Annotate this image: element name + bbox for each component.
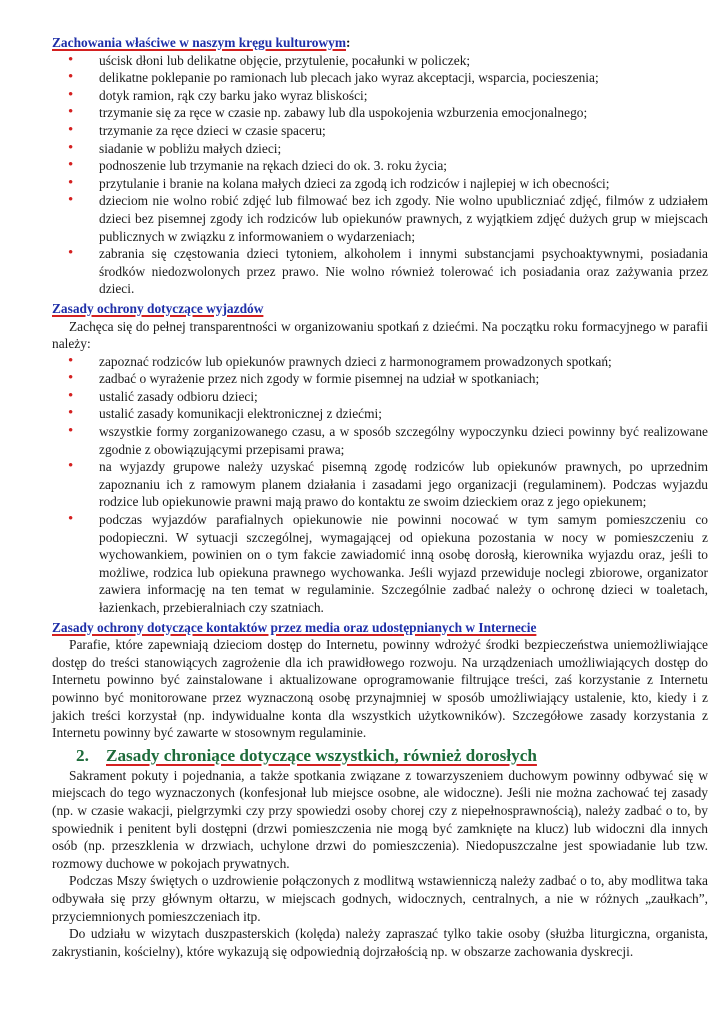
- list-item: • zadbać o wyrażenie przez nich zgody w formie pisemnej na udział w spotkaniach;: [99, 370, 708, 388]
- list-item: • zapoznać rodziców lub opiekunów prawnych dzieci z harmonogramem prowadzonych spotkań;: [99, 353, 708, 371]
- list-item: • wszystkie formy zorganizowanego czasu, a w sposób szczególny wypoczynku dzieci powinny być realizowane zgodnie z obowiązującymi przepisami prawa;: [99, 423, 708, 458]
- list-item: • zabrania się częstowania dzieci tytoniem, alkoholem i innymi substancjami psychoaktywnymi, posiadania środków niedozwolonych przez prawo. Nie wolno również tolerować ich posiadania oraz zażywania przez dzieci.: [99, 245, 708, 298]
- list-item: • trzymanie się za ręce w czasie np. zabawy lub dla uspokojenia wzburzenia emocjonalnego;: [99, 104, 708, 122]
- section-heading-cultural-behaviours: [52, 34, 708, 52]
- list-item: • podnoszenie lub trzymanie na rękach dzieci do ok. 3. roku życia;: [99, 157, 708, 175]
- main-heading-title: Zasady chroniące dotyczące wszystkich, również dorosłych: [106, 745, 537, 765]
- subheading: Zachowania właściwe w naszym kręgu kulturowym: [52, 35, 346, 50]
- list-item: • na wyjazdy grupowe należy uzyskać pisemną zgodę rodziców lub opiekunów prawnych, po uprzednim zapoznaniu ich z ramowym planem działania i zasadami jego organizacji (regulaminem). Podczas wyjazdu rodzice lub opiekunowie prawni mają prawo do kontaktu ze swoim dzieckiem oraz z jego opiekunem;: [99, 458, 708, 511]
- list-item: • przytulanie i branie na kolana małych dzieci za zgodą ich rodziców i najlepiej w ich obecności;: [99, 175, 708, 193]
- list-item: • dzieciom nie wolno robić zdjęć lub filmować bez ich zgody. Nie wolno upubliczniać zdjęć, filmów z udziałem dzieci bez pisemnej zgody ich rodziców lub opiekunów prawnych, z wyjątkiem zdjęć dużych grup w miejscach publicznych w związku z informowaniem o wydarzeniach;: [99, 192, 708, 245]
- document-page: [52, 34, 708, 960]
- section-number: 2.: [76, 745, 89, 765]
- paragraph-pastoral-visits: Do udziału w wizytach duszpasterskich (kolęda) należy zapraszać tylko takie osoby (służba liturgiczna, organista, zakrystianin, kościelny), które wykazują się odpowiednią dojrzałością np. w obszarze zachowania dyskrecji.: [52, 926, 708, 959]
- list-item: • dotyk ramion, rąk czy barku jako wyraz bliskości;: [99, 87, 708, 105]
- list-item: • trzymanie za ręce dzieci w czasie spaceru;: [99, 122, 708, 140]
- trips-list: [52, 353, 708, 617]
- internet-paragraph: Parafie, które zapewniają dzieciom dostęp do Internetu, powinny wdrożyć środki bezpieczeństwa uniemożliwiające dostęp do treści stanowiących zagrożenie dla ich prawidłowego rozwoju. Na urządzeniach umożliwiających dostęp do Internetu powinno być zainstalowane i aktualizowane oprogramowanie filtrujące treści, zaś korzystanie z Internetu powinno być monitorowane przez wyznaczoną osobę przynajmniej w sposób umożliwiający ustalenie, kto, kiedy i z jakich treści korzystał (np. indywidualne konta dla wszystkich użytkowników). Szczegółowe zasady korzystania z Internetu powinny być zawarte w stosownym regulaminie.: [52, 637, 708, 741]
- list-item: • ustalić zasady odbioru dzieci;: [99, 388, 708, 406]
- list-item: • delikatne poklepanie po ramionach lub plecach jako wyraz akceptacji, wsparcia, pocieszenia;: [99, 69, 708, 87]
- cultural-behaviours-list: [52, 52, 708, 298]
- list-item: • podczas wyjazdów parafialnych opiekunowie nie powinni nocować w tym samym pomieszczeniu co podopieczni. W sytuacji szczególnej, wymagającej od opiekuna pozostania w nocy w pomieszczeniu z wychowankiem, powinien on o tym fakcie zawiadomić inną osobę dorosłą, kierownika wyjazdu oraz, jeśli to możliwe, rodzica lub opiekuna prawnego wychowanka. Jeśli wyjazd przewiduje noclegi zbiorowe, organizator zawiera informację na ten temat w regulaminie. Szczególnie zadbać należy o ochronę dzieci w toaletach, łazienkach, przebieralniach czy szatniach.: [99, 511, 708, 617]
- main-heading-section-2: [52, 745, 708, 767]
- paragraph-confession: Sakrament pokuty i pojednania, a także spotkania związane z towarzyszeniem duchowym powinny odbywać się w miejscach do tego wyznaczonych (konfesjonał lub miejsce osobne, ale widoczne). Jeśli nie można zachować tej zasady (np. w czasie wakacji, pielgrzymki czy przy spowiedzi osoby chorej czy z niepełnosprawnością), należy zadbać o to, by spowiednik i penitent byli dostępni (drzwi pomieszczenia nie mogą być zamknięte na klucz) lub widoczni dla innych osób (np. przeszklenia w drzwiach, uchylone drzwi do pomieszczenia). Niedopuszczalne jest spowiadanie lub tzw. rozmowy duchowe w pokojach prywatnych.: [52, 767, 708, 871]
- list-item: • ustalić zasady komunikacji elektronicznej z dziećmi;: [99, 405, 708, 423]
- subheading: Zasady ochrony dotyczące kontaktów przez media oraz udostępnianych w Internecie: [52, 619, 537, 635]
- list-item: • siadanie w pobliżu małych dzieci;: [99, 140, 708, 158]
- heading-colon: :: [346, 35, 351, 50]
- list-item: • uścisk dłoni lub delikatne objęcie, przytulenie, pocałunki w policzek;: [99, 52, 708, 70]
- subheading: Zasady ochrony dotyczące wyjazdów: [52, 300, 264, 316]
- paragraph-healing-mass: Podczas Mszy świętych o uzdrowienie połączonych z modlitwą wstawienniczą należy zadbać o to, aby modlitwa taka odbywała się przy głównym ołtarzu, w miejscach godnych, widocznych, centralnych, a nie w różnych „zaułkach”, przyciemnionych pomieszczeniach itp.: [52, 873, 708, 924]
- section-heading-media-internet: [52, 619, 708, 637]
- trips-intro: Zachęca się do pełnej transparentności w organizowaniu spotkań z dziećmi. Na początku roku formacyjnego w parafii należy:: [52, 318, 708, 352]
- section-heading-trips: [52, 300, 708, 318]
